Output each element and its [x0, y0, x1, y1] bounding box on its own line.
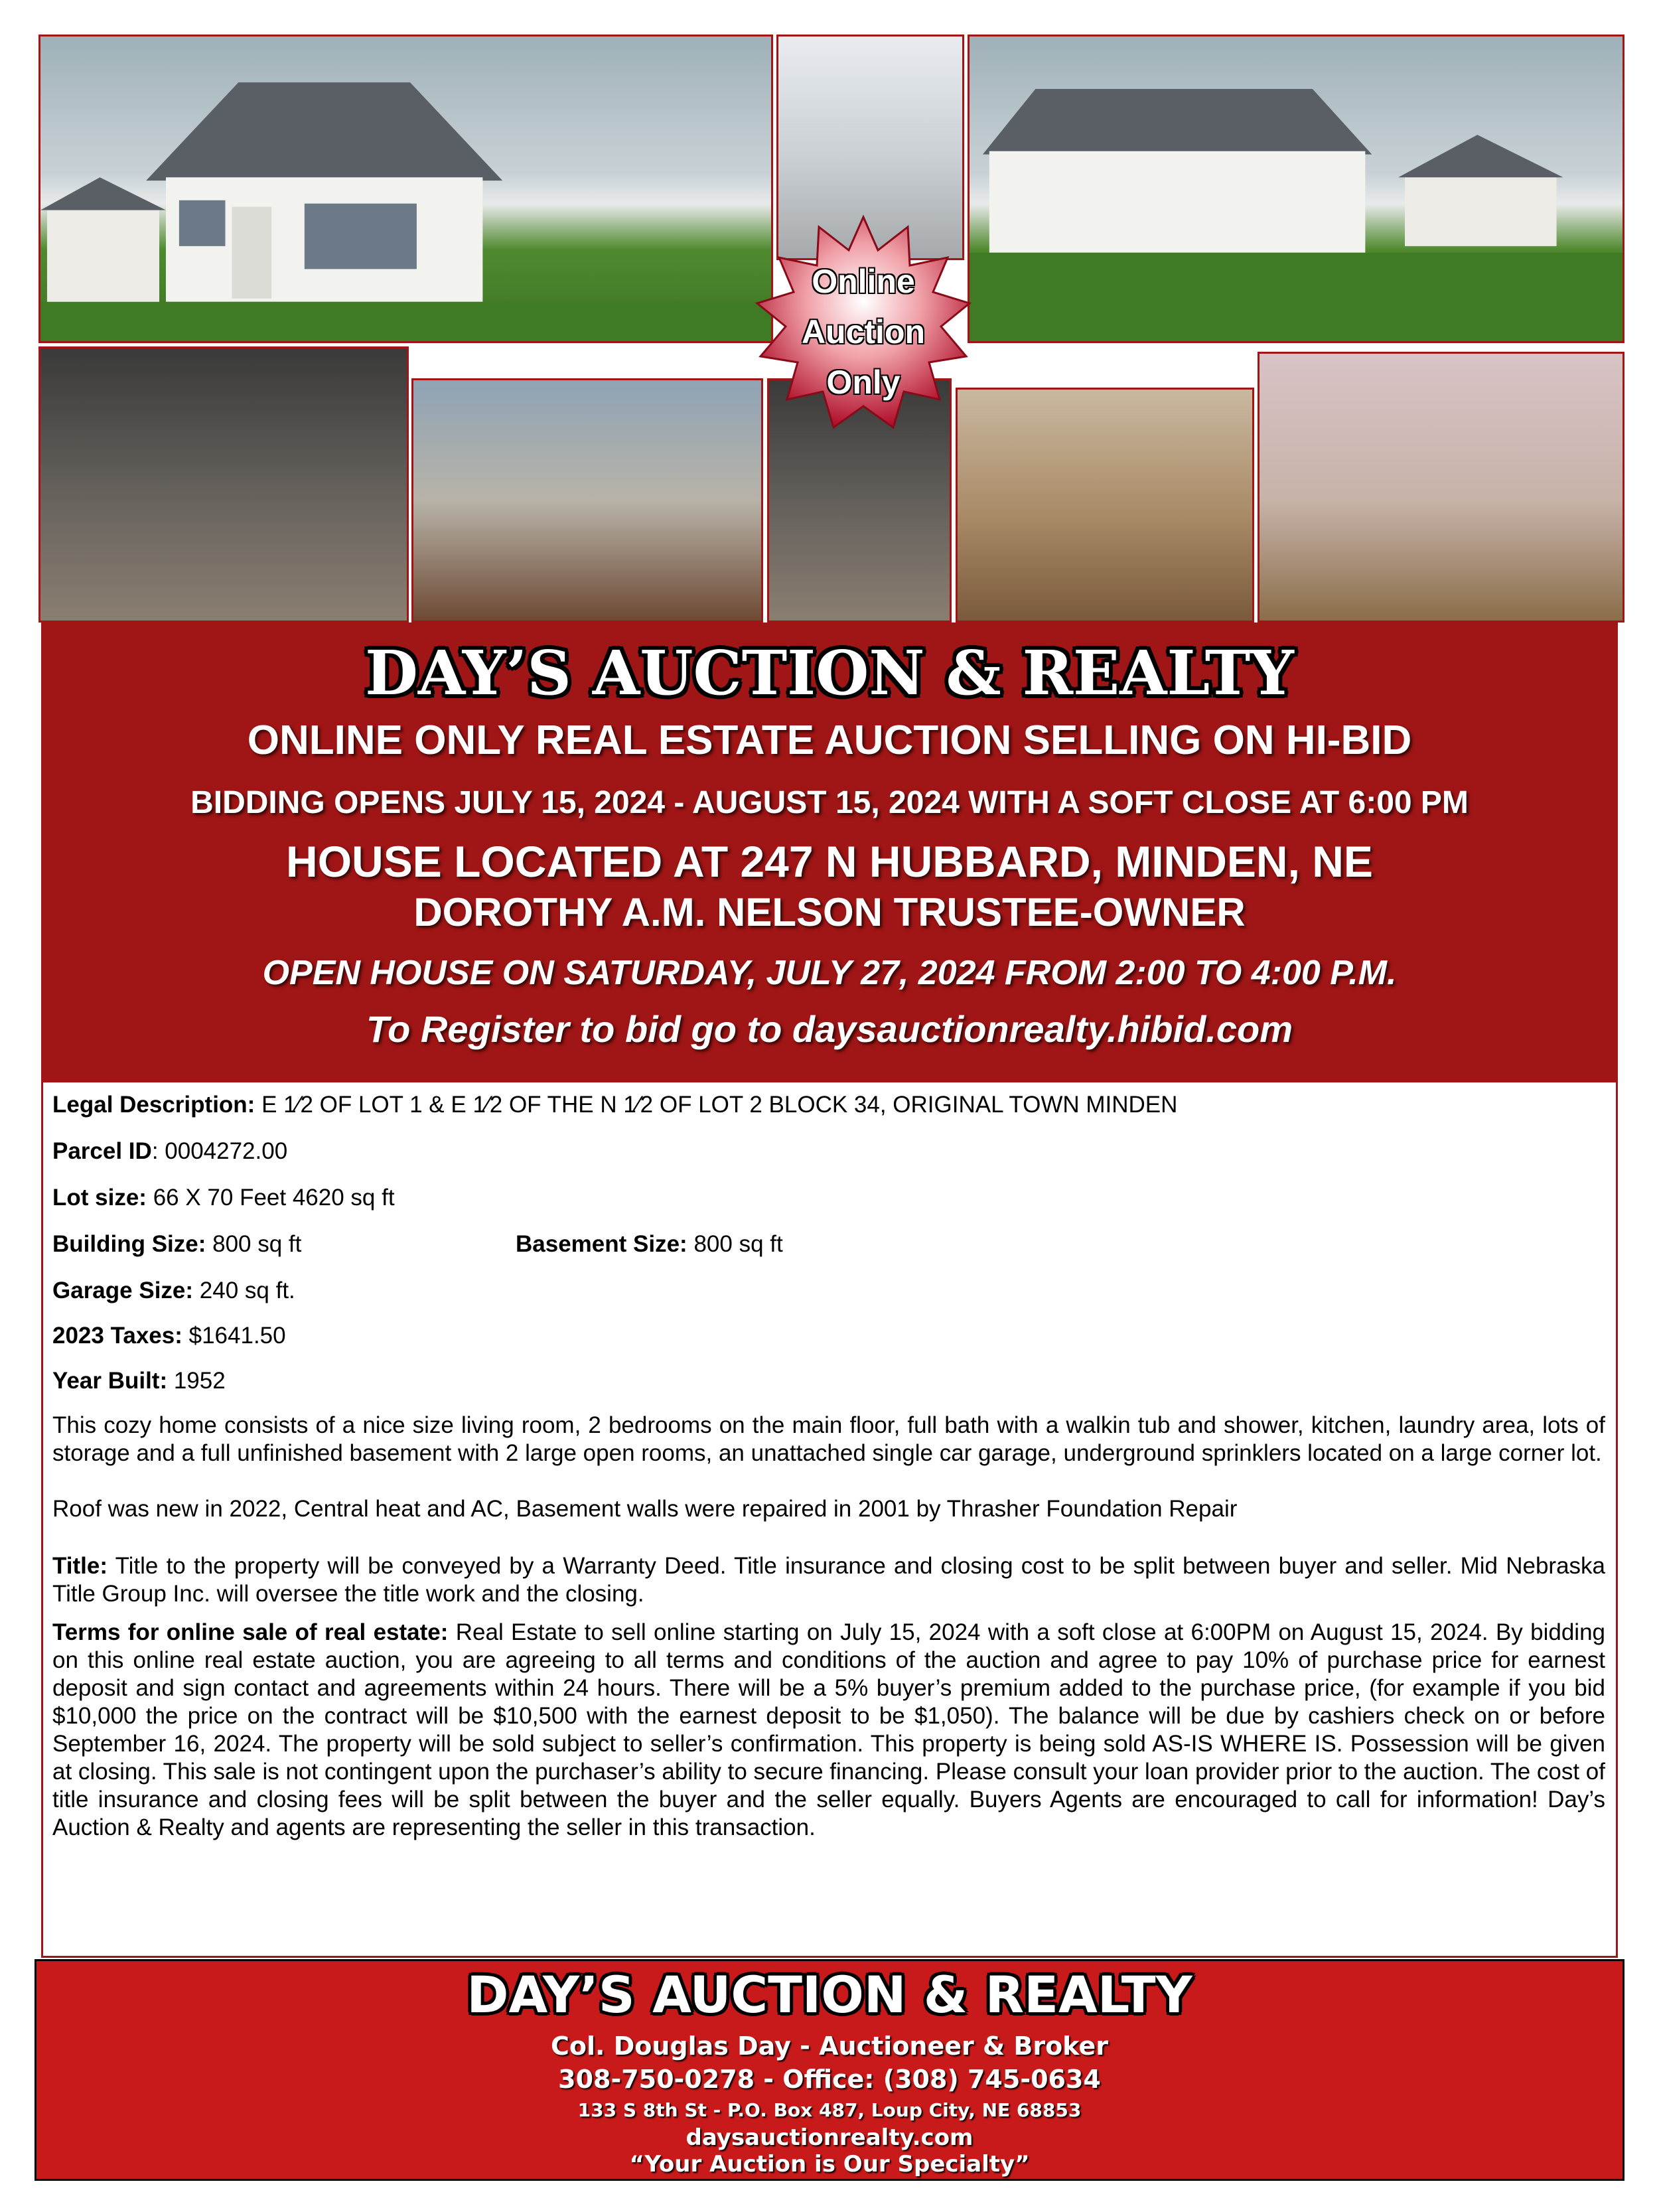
property-owner: DOROTHY A.M. NELSON TRUSTEE-OWNER [413, 890, 1246, 934]
property-location: HOUSE LOCATED AT 247 N HUBBARD, MINDEN, NE [286, 837, 1373, 886]
company-title: DAY’S AUCTION & REALTY [365, 637, 1294, 709]
home-description: This cozy home consists of a nice size living room, 2 bedrooms on the main floor, full bath with a walkin tub and shower, kitchen, laundry area, lots of storage and a full unfinished basement with 2 large open rooms, an unattached single car garage, underground sprinklers located on a large corner lot. [52, 1412, 1605, 1466]
online-auction-only-badge [754, 214, 973, 433]
front-exterior-photo [38, 35, 773, 343]
property-details [41, 1080, 1618, 1958]
phone-numbers: 308-750-0278 - Office: (308) 745-0634 [558, 2065, 1101, 2094]
side-exterior-photo [968, 35, 1624, 343]
legal-description: Legal Description: E 1⁄2 OF LOT 1 & E 1⁄2 OF THE N 1⁄2 OF LOT 2 BLOCK 34, ORIGINAL TOWN MINDEN [52, 1092, 1178, 1118]
badge-line-only: Only [826, 364, 901, 401]
year-built: Year Built: 1952 [52, 1368, 226, 1394]
living-room-photo [956, 388, 1254, 623]
bidding-dates: BIDDING OPENS JULY 15, 2024 - AUGUST 15, 2024 WITH A SOFT CLOSE AT 6:00 PM [190, 785, 1469, 820]
house-front-illustration [40, 37, 771, 341]
house-side-illustration [970, 37, 1623, 341]
bedroom-photo [411, 378, 763, 623]
home-updates: Roof was new in 2022, Central heat and AC, Basement walls were repaired in 2001 by Thrasher Foundation Repair [52, 1496, 1238, 1522]
badge-line-online: Online [812, 263, 915, 300]
garage-size: Garage Size: 240 sq ft. [52, 1278, 295, 1303]
auction-headline: ONLINE ONLY REAL ESTATE AUCTION SELLING ON HI-BID [247, 717, 1412, 763]
bedroom-two-photo [1258, 352, 1624, 623]
contact-footer [35, 1959, 1624, 2181]
company-slogan: “Your Auction is Our Specialty” [629, 2151, 1030, 2177]
building-size: Building Size: 800 sq ft [52, 1231, 302, 1257]
footer-company-title: DAY’S AUCTION & REALTY [467, 1965, 1192, 2024]
registration-link[interactable]: To Register to bid go to daysauctionrealty.hibid.com [366, 1008, 1293, 1050]
open-house-info: OPEN HOUSE ON SATURDAY, JULY 27, 2024 FROM 2:00 TO 4:00 P.M. [262, 954, 1397, 992]
lot-size: Lot size: 66 X 70 Feet 4620 sq ft [52, 1185, 395, 1211]
mailing-address: 133 S 8th St - P.O. Box 487, Loup City, NE 68853 [577, 2099, 1082, 2121]
auctioneer-name: Col. Douglas Day - Auctioneer & Broker [551, 2031, 1108, 2061]
title-section: Title: Title to the property will be conveyed by a Warranty Deed. Title insurance and closing cost to be split between buyer and seller. Mid Nebraska Title Group Inc. will oversee the title work and the closing. [52, 1553, 1606, 1607]
basement-size: Basement Size: 800 sq ft [516, 1231, 783, 1257]
auction-banner [41, 623, 1618, 1080]
badge-line-auction: Auction [801, 313, 926, 350]
terms-section: Terms for online sale of real estate: Real Estate to sell online starting on July 15, 2024 with a soft close at 6:00PM on August 15, 2024. By bidding on this online real estate auction, you are agreeing to all terms and conditions of the auction and agree to pay 10% of purchase price for earnest deposit and sign contact and agreements within 24 hours. There will be a 5% buyer’s premium added to the purchase price, (for example if you bid $10,000 the price on the contract will be $10,500 with the earnest deposit to be $1,050). The balance will be due by cashiers check on or before September 16, 2024. The property will be sold subject to seller’s confirmation. This property is being sold AS-IS WHERE IS. Possession will be given at closing. This sale is not contingent upon the purchaser’s ability to secure financing. Please consult your loan provider prior to the auction. The cost of title insurance and closing fees will be split between the buyer and the seller equally. Buyers Agents are encouraged to call for information! Day’s Auction & Realty and agents are representing the seller in this transaction. [52, 1619, 1606, 1840]
parcel-id: Parcel ID: 0004272.00 [52, 1138, 288, 1164]
basement-photo [38, 346, 409, 623]
website-link[interactable]: daysauctionrealty.com [685, 2124, 974, 2151]
taxes: 2023 Taxes: $1641.50 [52, 1323, 286, 1349]
